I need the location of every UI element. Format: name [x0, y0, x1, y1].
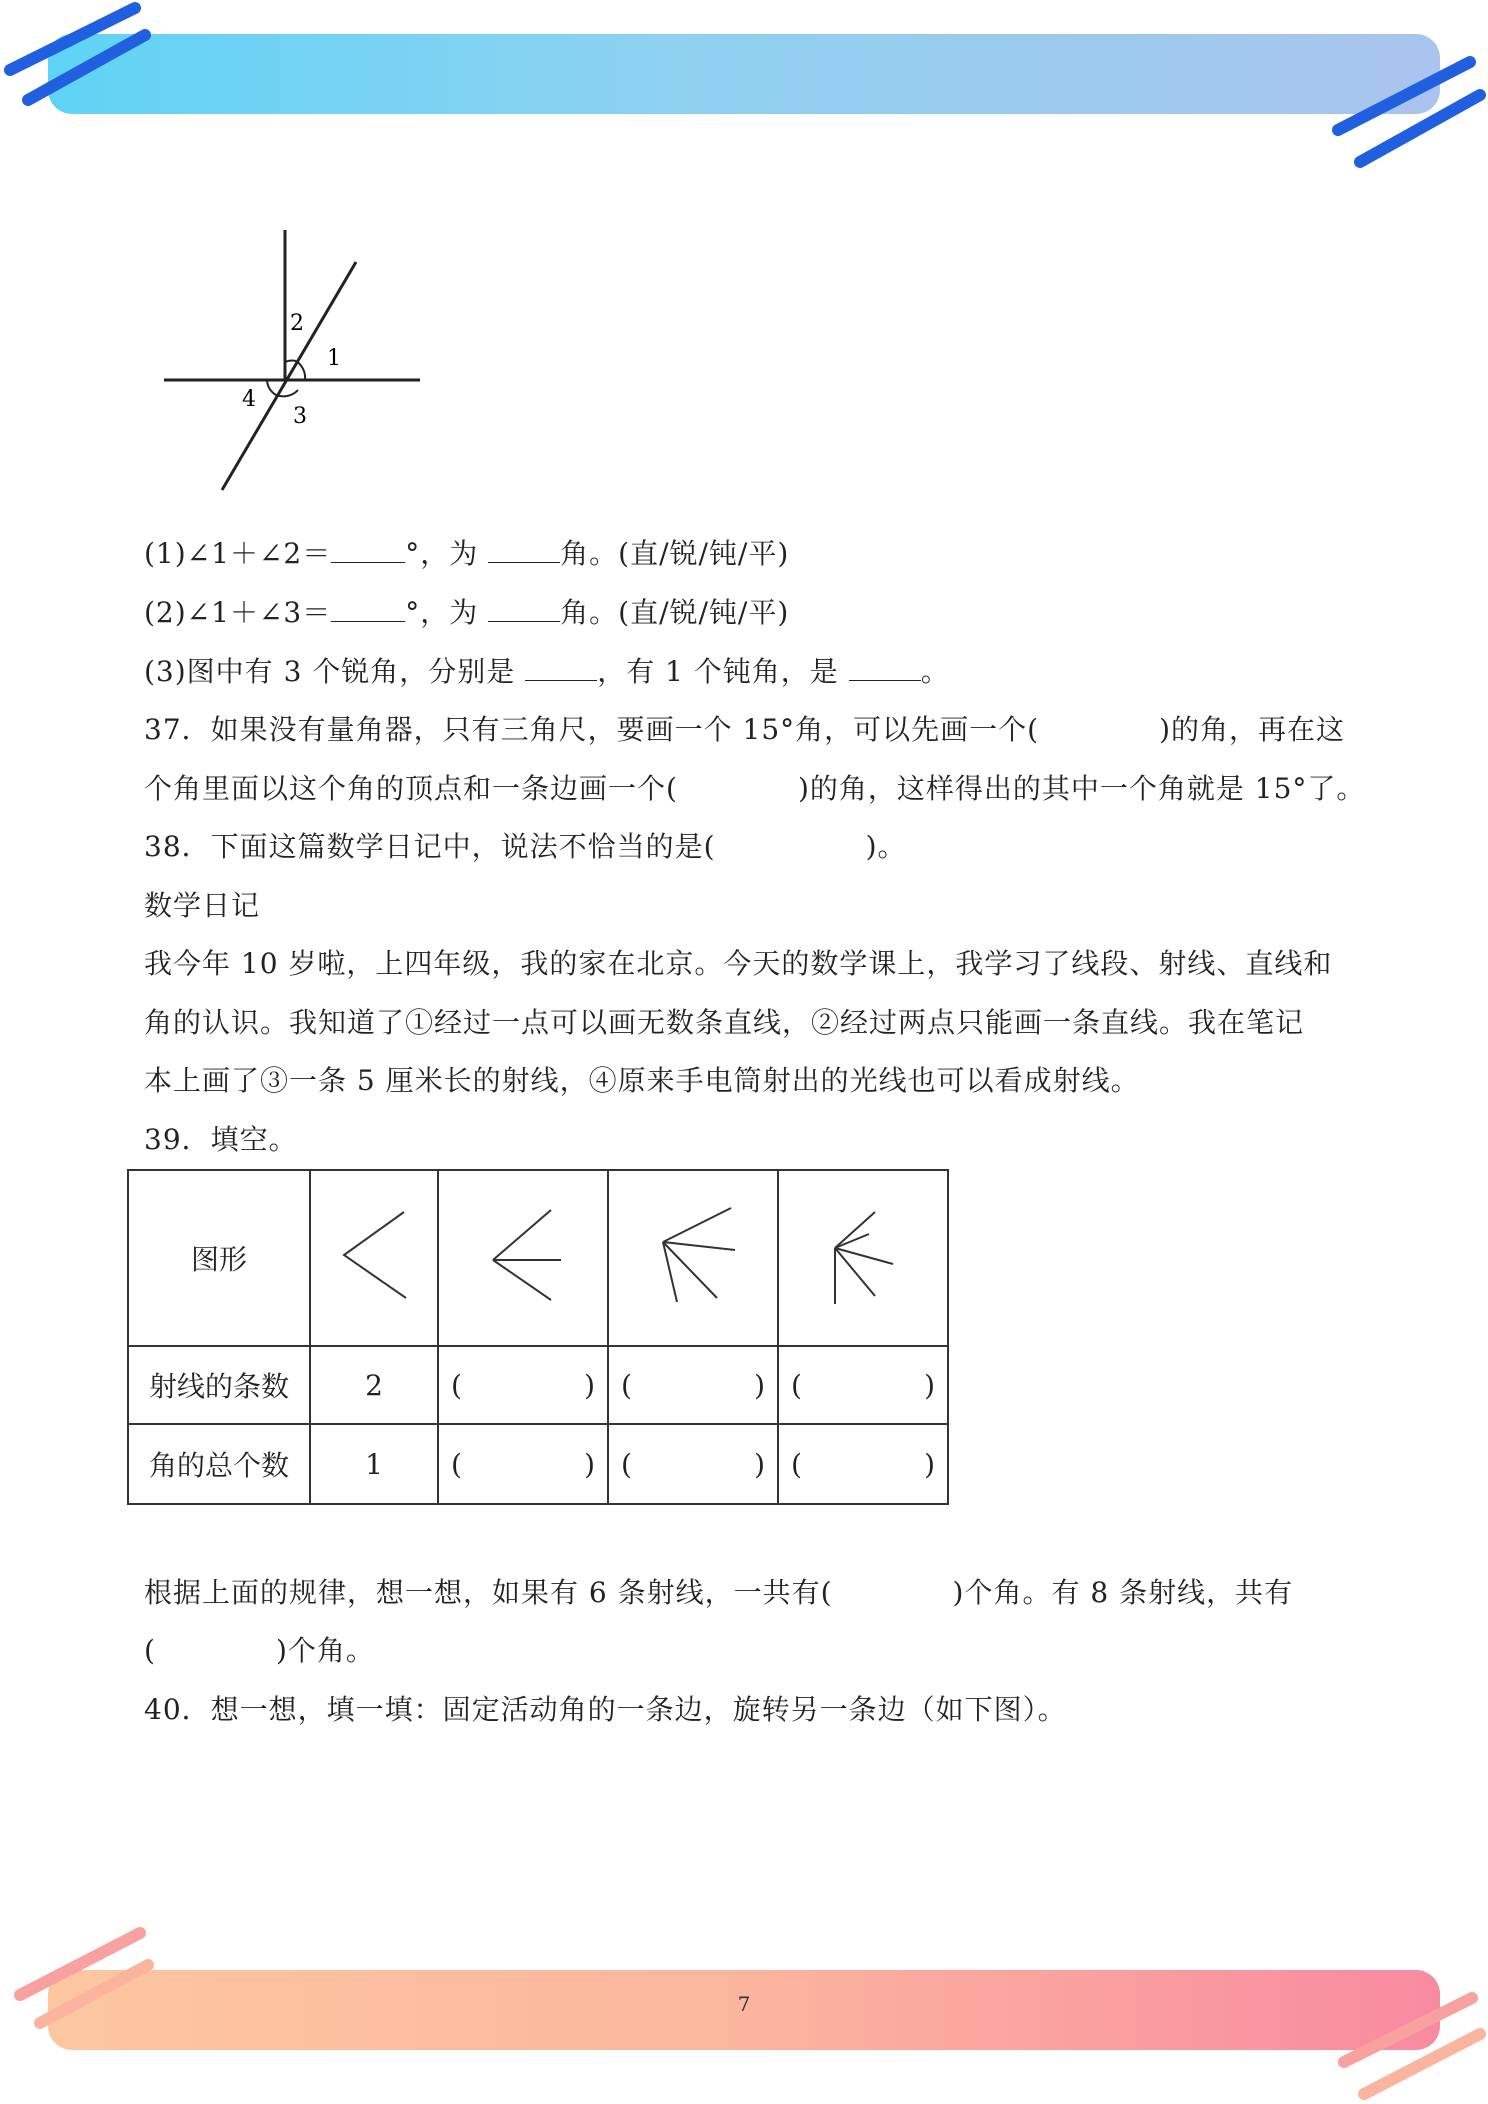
q38-l1-b: )。	[865, 830, 907, 863]
angles-answer-cell[interactable]	[438, 1424, 608, 1504]
answer-blank[interactable]	[331, 599, 405, 622]
answer-blank[interactable]	[849, 658, 921, 681]
q37-l2-a: 个角里面以这个角的顶点和一条边画一个(	[144, 772, 678, 805]
angle-label-4: 4	[242, 387, 256, 412]
q36-l2-suffix: 角。(直/锐/钝/平)	[560, 596, 790, 629]
q36-l1-mid: °，为	[405, 537, 479, 570]
page-number: 7	[737, 1992, 751, 2016]
header-stripes-right	[1320, 50, 1488, 180]
q37-l1-b: )的角，再在这	[1159, 713, 1346, 746]
angles-answer-cell[interactable]	[778, 1424, 948, 1504]
figure-4-rays	[608, 1170, 778, 1346]
angles-answer-cell[interactable]	[608, 1424, 778, 1504]
q36-line-2	[144, 584, 789, 642]
row-header-angles: 角的总个数	[128, 1424, 310, 1504]
answer-blank[interactable]	[331, 540, 405, 563]
q36-l1-suffix: 角。(直/锐/钝/平)	[560, 537, 790, 570]
rays-answer-cell[interactable]	[608, 1346, 778, 1424]
q39-after-l2-a: (	[144, 1634, 156, 1667]
q39-after-line-2	[144, 1622, 375, 1680]
angles-value-first: 1	[310, 1424, 438, 1504]
paren-open: (	[791, 1447, 802, 1481]
diary-line-1: 我今年 10 岁啦，上四年级，我的家在北京。今天的数学课上，我学习了线段、射线、直线和	[144, 947, 1333, 980]
q39-after-l1-b: )个角。有 8 条射线，共有	[952, 1576, 1294, 1609]
row-header-rays: 射线的条数	[128, 1346, 310, 1424]
footer-stripes-left	[10, 1925, 160, 2035]
q37-l1-a: 37．如果没有量角器，只有三角尺，要画一个 15°角，可以先画一个(	[144, 713, 1040, 746]
angle-label-1: 1	[327, 346, 341, 371]
ray-angle-table	[127, 1169, 949, 1505]
diary-line-3: 本上画了③一条 5 厘米长的射线，④原来手电筒射出的光线也可以看成射线。	[144, 1064, 1140, 1097]
paren-close: )	[924, 1368, 935, 1402]
q36-l2-prefix: (2)∠1＋∠3＝	[144, 596, 332, 629]
q38-l1-a: 38．下面这篇数学日记中，说法不恰当的是(	[144, 830, 716, 863]
q39-after-line-1	[144, 1564, 1293, 1622]
q37-l2-b: )的角，这样得出的其中一个角就是 15°了。	[797, 772, 1366, 805]
q36-l2-mid: °，为	[405, 596, 479, 629]
rays-answer-cell[interactable]	[778, 1346, 948, 1424]
header-stripes-left	[0, 0, 170, 120]
q36-line-1	[144, 525, 789, 583]
angle-label-3: 3	[293, 404, 307, 429]
paren-open: (	[621, 1368, 632, 1402]
answer-blank[interactable]	[488, 599, 560, 622]
answer-blank[interactable]	[488, 540, 560, 563]
figure-5-rays	[778, 1170, 948, 1346]
paren-close: )	[584, 1368, 595, 1402]
q39-after-l2-b: )个角。	[275, 1634, 375, 1667]
diary-line-2: 角的认识。我知道了①经过一点可以画无数条直线，②经过两点只能画一条直线。我在笔记	[144, 1006, 1305, 1039]
paren-open: (	[621, 1447, 632, 1481]
paren-close: )	[584, 1447, 595, 1481]
paren-close: )	[754, 1368, 765, 1402]
rays-answer-cell[interactable]	[438, 1346, 608, 1424]
intersecting-lines-figure	[150, 220, 440, 500]
figure-2-rays	[310, 1170, 438, 1346]
diary-title: 数学日记	[144, 889, 261, 922]
q36-line-3	[144, 643, 950, 701]
row-header-figure: 图形	[128, 1170, 310, 1346]
q38-line-1	[144, 818, 907, 876]
q39-title: 39．填空。	[144, 1123, 298, 1156]
paren-open: (	[791, 1368, 802, 1402]
paren-close: )	[924, 1447, 935, 1481]
answer-blank[interactable]	[525, 658, 597, 681]
header-band	[48, 34, 1440, 114]
q37-line-2	[144, 760, 1365, 818]
q40-text: 40．想一想，填一填：固定活动角的一条边，旋转另一条边（如下图）。	[144, 1693, 1067, 1726]
q37-line-1	[144, 701, 1345, 759]
rays-value-first: 2	[310, 1346, 438, 1424]
q36-l1-prefix: (1)∠1＋∠2＝	[144, 537, 332, 570]
paren-open: (	[451, 1368, 462, 1402]
angle-label-2: 2	[290, 311, 304, 336]
q39-after-l1-a: 根据上面的规律，想一想，如果有 6 条射线，一共有(	[144, 1576, 833, 1609]
paren-open: (	[451, 1447, 462, 1481]
paren-close: )	[754, 1447, 765, 1481]
q36-l3-mid: ，有 1 个钝角，是	[597, 655, 839, 688]
q36-l3-prefix: (3)图中有 3 个锐角，分别是	[144, 655, 516, 688]
figure-3-rays	[438, 1170, 608, 1346]
q36-l3-suffix: 。	[920, 655, 950, 688]
